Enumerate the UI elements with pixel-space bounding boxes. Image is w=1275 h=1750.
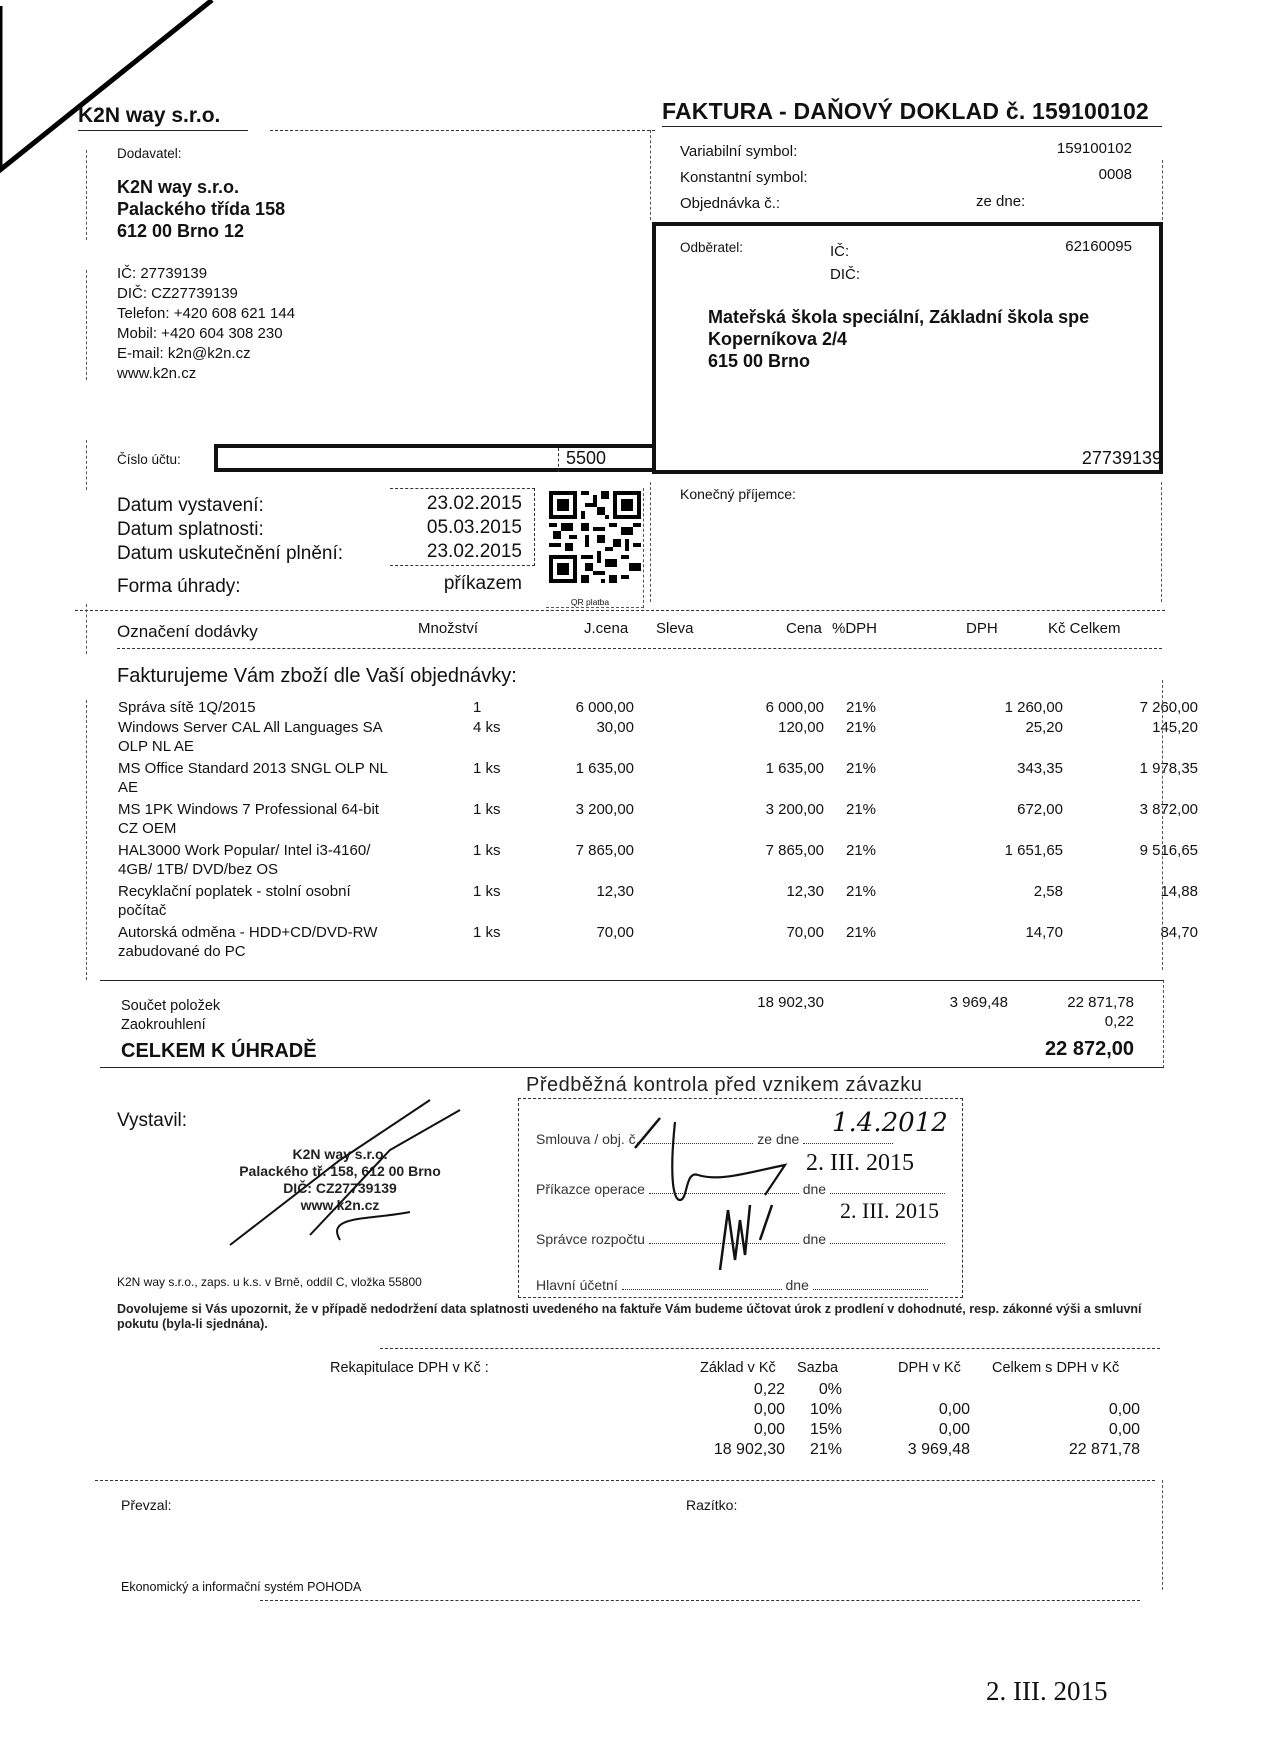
table-row xyxy=(118,923,1198,964)
table-header-rule-top xyxy=(75,610,1165,611)
item-vat-percent: 21% xyxy=(846,760,877,777)
dotted-line xyxy=(803,1143,893,1144)
issued-by-label: Vystavil: xyxy=(117,1110,188,1131)
issue-date-label: Datum vystavení: xyxy=(117,495,264,516)
supplier-phone: Telefon: +420 608 621 144 xyxy=(117,305,296,322)
item-unit-price: 12,30 xyxy=(596,883,634,900)
column-header-discount: Sleva xyxy=(656,620,694,637)
line-items xyxy=(118,698,1198,964)
item-description: MS Office Standard 2013 SNGL OLP NL AE xyxy=(118,760,388,796)
qr-code-icon xyxy=(549,491,641,583)
item-description: MS 1PK Windows 7 Professional 64-bit CZ OEM xyxy=(118,801,379,837)
stamp-line: Palackého tř. 158, 612 00 Brno xyxy=(239,1163,441,1179)
issue-date-value: 23.02.2015 xyxy=(426,493,522,514)
item-quantity: 1 xyxy=(473,699,482,716)
stamp-label: Razítko: xyxy=(686,1497,738,1513)
buyer-label: Odběratel: xyxy=(680,240,744,255)
buyer-ic-value: 62160095 xyxy=(1065,238,1132,255)
column-header-description: Označení dodávky xyxy=(117,622,258,641)
item-description: Recyklační poplatek - stolní osobní počítač xyxy=(118,883,351,919)
supplier-web: www.k2n.cz xyxy=(117,365,197,382)
margin-line xyxy=(86,604,87,654)
item-total: 14,88 xyxy=(1160,883,1198,900)
item-unit-price: 30,00 xyxy=(596,719,634,736)
margin-line xyxy=(86,700,87,980)
buyer-street: Koperníkova 2/4 xyxy=(708,329,848,349)
item-total: 3 872,00 xyxy=(1139,801,1198,818)
dotted-line xyxy=(649,1193,799,1194)
supplier-street: Palackého třída 158 xyxy=(117,199,286,219)
supplier-contacts xyxy=(117,264,295,384)
table-row xyxy=(118,698,1198,718)
handwritten-contract-date: 1.4.2012 xyxy=(832,1108,948,1138)
vat-recap-row xyxy=(0,1401,1275,1421)
title-underline xyxy=(662,126,1162,127)
supplier-label: Dodavatel: xyxy=(117,146,182,161)
item-price: 70,00 xyxy=(786,924,824,941)
rounding-value: 0,22 xyxy=(1104,1013,1134,1030)
item-vat: 25,20 xyxy=(1025,719,1063,736)
item-price: 3 200,00 xyxy=(765,801,824,818)
item-description: Správa sítě 1Q/2015 xyxy=(118,699,256,716)
dotted-line xyxy=(813,1289,928,1290)
recap-base: 0,22 xyxy=(753,1381,785,1398)
item-total: 7 260,00 xyxy=(1139,699,1198,716)
supplier-address xyxy=(117,176,285,242)
supplier-email: E-mail: k2n@k2n.cz xyxy=(117,345,251,362)
constant-symbol-label: Konstantní symbol: xyxy=(680,169,808,186)
vat-recap-title: Rekapitulace DPH v Kč : xyxy=(330,1360,489,1376)
item-quantity: 1 ks xyxy=(473,801,501,818)
recap-total: 0,00 xyxy=(1108,1421,1140,1438)
chief-accountant-label: Hlavní účetní xyxy=(536,1277,618,1293)
margin-line xyxy=(86,440,87,490)
control-stamp-title: Předběžná kontrola před vznikem závazku xyxy=(526,1074,923,1096)
margin-line xyxy=(1162,160,1163,220)
stamp-line: DIČ: CZ27739139 xyxy=(283,1180,397,1196)
recap-base: 18 902,30 xyxy=(713,1441,785,1458)
buyer-city: 615 00 Brno xyxy=(708,351,811,371)
item-quantity: 1 ks xyxy=(473,924,501,941)
dotted-line xyxy=(830,1193,945,1194)
order-number-label: Objednávka č.: xyxy=(680,195,781,212)
item-vat: 672,00 xyxy=(1017,801,1063,818)
item-quantity: 1 ks xyxy=(473,760,501,777)
table-row xyxy=(118,759,1198,800)
item-price: 7 865,00 xyxy=(765,842,824,859)
recap-rate: 10% xyxy=(809,1401,842,1418)
item-description: Windows Server CAL All Languages SA OLP NL AE xyxy=(118,719,382,755)
margin-line xyxy=(86,270,87,380)
recap-base: 0,00 xyxy=(753,1421,785,1438)
taxable-date-value: 23.02.2015 xyxy=(426,541,522,562)
recap-header-vat: DPH v Kč xyxy=(898,1360,961,1376)
item-unit-price: 7 865,00 xyxy=(575,842,634,859)
contract-date-label: ze dne xyxy=(757,1131,800,1147)
column-header-total: Kč Celkem xyxy=(1048,620,1121,637)
column-header-vat: DPH xyxy=(966,620,998,637)
item-vat-percent: 21% xyxy=(846,699,877,716)
recap-rate: 15% xyxy=(809,1421,842,1438)
account-label: Číslo účtu: xyxy=(117,452,181,467)
recap-header-rate: Sazba xyxy=(797,1360,839,1376)
document-title: FAKTURA - DAŇOVÝ DOKLAD č. 159100102 xyxy=(662,98,1149,124)
dotted-line xyxy=(830,1243,945,1244)
control-row-order-officer xyxy=(536,1181,945,1197)
item-total: 84,70 xyxy=(1160,924,1198,941)
dates-values xyxy=(400,492,522,564)
recap-rate: 21% xyxy=(809,1441,842,1458)
item-total: 145,20 xyxy=(1152,719,1198,736)
final-recipient-label: Konečný příjemce: xyxy=(680,486,796,502)
item-price: 6 000,00 xyxy=(765,699,824,716)
item-quantity: 1 ks xyxy=(473,883,501,900)
item-total: 1 978,35 xyxy=(1139,760,1198,777)
supplier-dic: DIČ: CZ27739139 xyxy=(117,285,238,302)
recap-header-total: Celkem s DPH v Kč xyxy=(992,1360,1120,1376)
notice-rule xyxy=(380,1348,1160,1349)
company-registration: K2N way s.r.o., zaps. u k.s. v Brně, oddíl C, vložka 55800 xyxy=(117,1275,422,1289)
buyer-name: Mateřská škola speciální, Základní škola spe xyxy=(708,307,1090,327)
buyer-ic-label: IČ: xyxy=(830,243,850,260)
item-total: 9 516,65 xyxy=(1139,842,1198,859)
recap-rule xyxy=(95,1480,1155,1481)
footer-rule xyxy=(260,1600,1140,1601)
item-vat: 1 651,65 xyxy=(1004,842,1063,859)
items-sum-vat: 3 969,48 xyxy=(949,994,1008,1011)
budget-admin-label: Správce rozpočtu xyxy=(536,1231,645,1247)
margin-line xyxy=(1162,680,1163,970)
item-vat-percent: 21% xyxy=(846,719,877,736)
buyer-dic-label: DIČ: xyxy=(830,266,860,283)
item-vat: 2,58 xyxy=(1033,883,1063,900)
qr-caption: QR platba xyxy=(570,597,610,607)
item-description: Autorská odměna - HDD+CD/DVD-RW zabudované do PC xyxy=(118,924,378,960)
header-company-name: K2N way s.r.o. xyxy=(78,104,221,127)
constant-symbol-value: 0008 xyxy=(1098,166,1132,183)
item-description: HAL3000 Work Popular/ Intel i3-4160/ 4GB/ 1TB/ DVD/bez OS xyxy=(118,842,371,878)
account-number: 27739139 xyxy=(1081,448,1162,468)
contract-label: Smlouva / obj. č. xyxy=(536,1131,640,1147)
item-vat-percent: 21% xyxy=(846,842,877,859)
variable-symbol-label: Variabilní symbol: xyxy=(680,143,798,160)
account-separator xyxy=(558,448,559,472)
dotted-line xyxy=(622,1289,782,1290)
item-unit-price: 1 635,00 xyxy=(575,760,634,777)
supplier-ic: IČ: 27739139 xyxy=(117,265,208,282)
dotted-line xyxy=(643,1143,753,1144)
buyer-address xyxy=(708,306,1133,372)
item-price: 120,00 xyxy=(778,719,824,736)
invoice-intro-text: Fakturujeme Vám zboží dle Vaší objednávky: xyxy=(117,665,517,687)
items-sum-total: 22 871,78 xyxy=(1067,994,1134,1011)
recap-vat: 0,00 xyxy=(938,1421,970,1438)
company-stamp xyxy=(200,1146,480,1214)
bank-code: 5500 xyxy=(566,448,607,468)
order-officer-date-label: dne xyxy=(802,1181,827,1197)
item-vat: 343,35 xyxy=(1017,760,1063,777)
recap-vat: 3 969,48 xyxy=(907,1441,970,1458)
item-unit-price: 6 000,00 xyxy=(575,699,634,716)
variable-symbol-value: 159100102 xyxy=(1056,140,1132,157)
stamp-line: www.k2n.cz xyxy=(300,1197,380,1213)
item-unit-price: 3 200,00 xyxy=(575,801,634,818)
payment-method-label: Forma úhrady: xyxy=(117,576,241,597)
recap-rate: 0% xyxy=(818,1381,842,1398)
dates-labels xyxy=(117,494,343,566)
grand-total-label: CELKEM K ÚHRADĚ xyxy=(121,1040,317,1062)
recap-total: 0,00 xyxy=(1108,1401,1140,1418)
header-rule-left xyxy=(270,130,655,131)
control-row-chief-accountant xyxy=(536,1277,928,1293)
recap-vat: 0,00 xyxy=(938,1401,970,1418)
margin-line xyxy=(1162,1480,1163,1590)
late-payment-notice: Dovolujeme si Vás upozornit, že v případě nedodržení data splatnosti uvedeného na faktuře Vám budeme účtovat úrok z prodlení v dohodnuté, resp. zákonné výši a smluvní pokutu (byla-li sjednána). xyxy=(117,1302,1142,1331)
corner-fold-mark xyxy=(0,0,220,180)
item-unit-price: 70,00 xyxy=(596,924,634,941)
supplier-name: K2N way s.r.o. xyxy=(117,177,240,197)
received-by-label: Převzal: xyxy=(121,1497,172,1513)
supplier-city: 612 00 Brno 12 xyxy=(117,221,245,241)
chief-accountant-date-label: dne xyxy=(785,1277,809,1293)
vat-recap-row xyxy=(0,1441,1275,1461)
grand-total-value: 22 872,00 xyxy=(1045,1038,1134,1060)
software-credit: Ekonomický a informační systém POHODA xyxy=(121,1580,362,1594)
items-sum-price: 18 902,30 xyxy=(757,994,824,1011)
column-header-vat-percent: %DPH xyxy=(832,620,878,637)
item-vat-percent: 21% xyxy=(846,883,877,900)
column-header-quantity: Množství xyxy=(418,620,479,637)
item-price: 12,30 xyxy=(786,883,824,900)
supplier-mobile: Mobil: +420 604 308 230 xyxy=(117,325,283,342)
table-row xyxy=(118,882,1198,923)
table-row xyxy=(118,718,1198,759)
items-sum-label: Součet položek xyxy=(121,998,221,1014)
table-header-rule-bottom xyxy=(117,648,1162,649)
recap-header-base: Základ v Kč xyxy=(700,1360,776,1376)
vat-recap-row xyxy=(0,1381,1275,1401)
column-header-unit-price: J.cena xyxy=(584,620,629,637)
item-price: 1 635,00 xyxy=(765,760,824,777)
due-date-value: 05.03.2015 xyxy=(426,517,522,538)
table-row xyxy=(118,800,1198,841)
payment-method-value: příkazem xyxy=(443,573,522,594)
budget-admin-date-stamp: 2. III. 2015 xyxy=(840,1198,939,1223)
order-date-label: ze dne: xyxy=(976,193,1026,210)
order-officer-label: Příkazce operace xyxy=(536,1181,645,1197)
recap-base: 0,00 xyxy=(753,1401,785,1418)
received-date-stamp: 2. III. 2015 xyxy=(986,1676,1108,1706)
header-underline xyxy=(78,130,248,131)
margin-line xyxy=(86,150,87,240)
item-quantity: 4 ks xyxy=(473,719,501,736)
buyer-ids-labels xyxy=(830,240,860,286)
rounding-label: Zaokrouhlení xyxy=(121,1017,206,1033)
dotted-line xyxy=(649,1243,799,1244)
table-row xyxy=(118,841,1198,882)
order-officer-date-stamp: 2. III. 2015 xyxy=(806,1150,914,1176)
item-vat-percent: 21% xyxy=(846,924,877,941)
item-quantity: 1 ks xyxy=(473,842,501,859)
column-divider xyxy=(650,130,651,220)
item-vat: 14,70 xyxy=(1025,924,1063,941)
vat-recap-row xyxy=(0,1421,1275,1441)
budget-admin-date-label: dne xyxy=(802,1231,827,1247)
recap-total: 22 871,78 xyxy=(1068,1441,1140,1458)
control-row-budget-admin xyxy=(536,1231,945,1247)
column-header-price: Cena xyxy=(786,620,822,637)
stamp-line: K2N way s.r.o. xyxy=(292,1146,388,1162)
due-date-label: Datum splatnosti: xyxy=(117,519,264,540)
taxable-date-label: Datum uskutečnění plnění: xyxy=(117,543,344,564)
item-vat: 1 260,00 xyxy=(1004,699,1063,716)
item-vat-percent: 21% xyxy=(846,801,877,818)
